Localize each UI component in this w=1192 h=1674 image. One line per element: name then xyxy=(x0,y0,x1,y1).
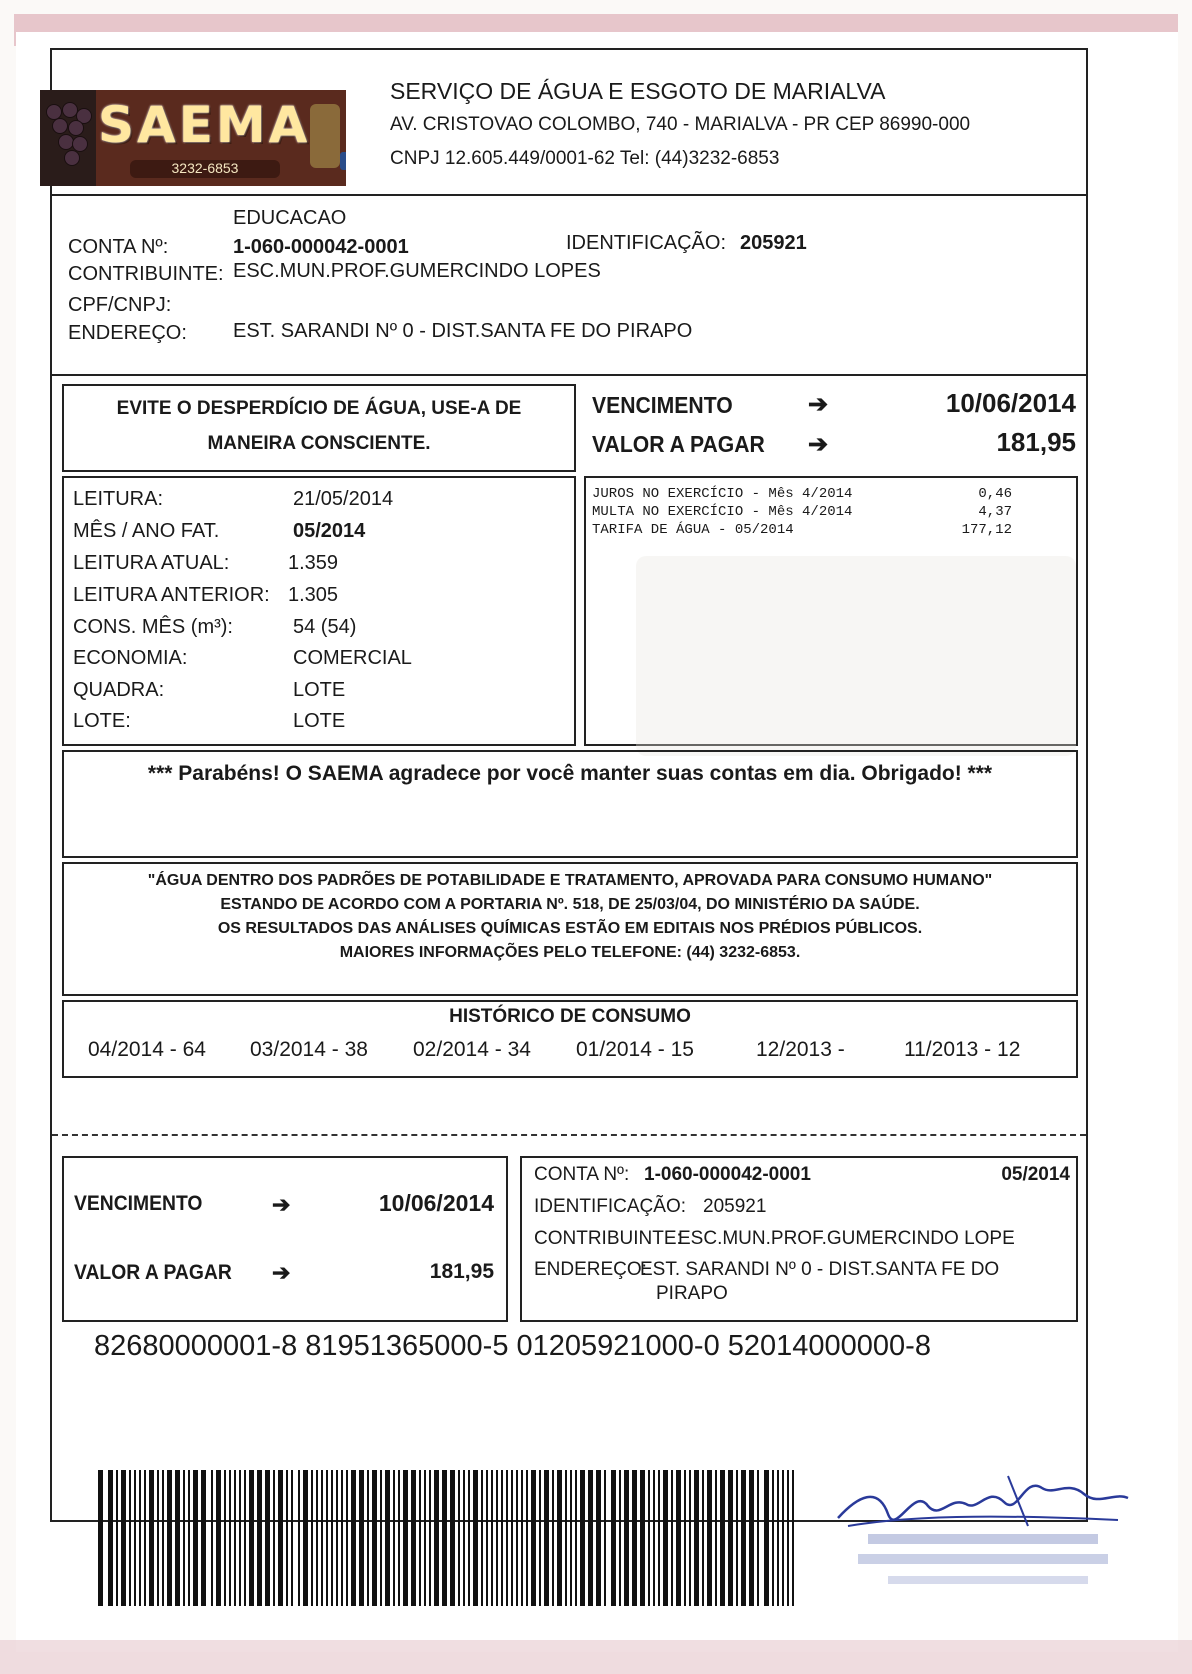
stub-payment-box xyxy=(62,1156,508,1322)
barcode-bar xyxy=(429,1470,431,1606)
barcode-bar xyxy=(398,1470,400,1606)
barcode-bar xyxy=(632,1470,637,1606)
identificacao-value: 205921 xyxy=(740,232,807,254)
barcode-bar xyxy=(239,1470,241,1606)
barcode-bar xyxy=(463,1470,465,1606)
stub-vencimento-arrow-icon: ➔ xyxy=(272,1192,291,1217)
barcode-bar xyxy=(326,1470,328,1606)
vencimento-label: VENCIMENTO xyxy=(592,392,733,418)
barcode-bar xyxy=(521,1470,523,1606)
history-item: 02/2014 - 34 xyxy=(413,1038,531,1061)
endereco-value: EST. SARANDI Nº 0 - DIST.SANTA FE DO PIRAPO xyxy=(233,320,693,342)
barcode-bar xyxy=(565,1470,567,1606)
barcode-bar xyxy=(244,1470,246,1606)
barcode-bar xyxy=(531,1470,536,1606)
stub-endereco-value-2: PIRAPO xyxy=(656,1283,728,1304)
header-divider xyxy=(50,194,1088,196)
barcode-bar xyxy=(596,1470,601,1606)
customer-divider xyxy=(50,374,1088,376)
barcode-bar xyxy=(224,1470,226,1606)
barcode-bar xyxy=(249,1470,254,1606)
barcode-bar xyxy=(193,1470,198,1606)
stamp-text-line-3 xyxy=(888,1576,1088,1584)
stub-contribuinte-value: ESC.MUN.PROF.GUMERCINDO LOPE xyxy=(678,1228,1015,1249)
quality-line: OS RESULTADOS DAS ANÁLISES QUÍMICAS ESTÃO EM EDITAIS NOS PRÉDIOS PÚBLICOS. xyxy=(217,920,923,937)
barcode-bar xyxy=(134,1470,136,1606)
stub-contribuinte-label: CONTRIBUINTE: xyxy=(534,1228,682,1249)
identificacao-label: IDENTIFICAÇÃO: xyxy=(566,232,727,254)
barcode-bar xyxy=(526,1470,528,1606)
reading-value: COMERCIAL xyxy=(293,647,412,669)
charge-desc: MULTA NO EXERCÍCIO - Mês 4/2014 xyxy=(592,504,853,520)
barcode-bar xyxy=(458,1470,460,1606)
reading-value: LOTE xyxy=(293,710,346,732)
barcode-bar xyxy=(139,1470,141,1606)
quality-line: MAIORES INFORMAÇÕES PELO TELEFONE: (44) 3232-6853. xyxy=(339,944,801,961)
watermark-image xyxy=(636,556,1076,756)
endereco-label: ENDEREÇO: xyxy=(68,322,187,344)
barcode-bar xyxy=(419,1470,421,1606)
reading-label: LEITURA: xyxy=(73,488,164,510)
barcode-bar xyxy=(575,1470,577,1606)
barcode-bar xyxy=(777,1470,779,1606)
barcode-bar xyxy=(544,1470,549,1606)
barcode-bar xyxy=(311,1470,313,1606)
barcode-bar xyxy=(351,1470,356,1606)
barcode-bar xyxy=(234,1470,236,1606)
org-address: AV. CRISTOVAO COLOMBO, 740 - MARIALVA - PR CEP 86990-000 xyxy=(390,114,971,135)
barcode-bar xyxy=(278,1470,283,1606)
barcode-bar xyxy=(764,1470,769,1606)
barcode-bar xyxy=(121,1470,126,1606)
grapes-icon xyxy=(40,90,96,186)
valor-arrow-icon: ➔ xyxy=(808,431,829,458)
barcode-bar xyxy=(98,1470,103,1606)
barcode-bar xyxy=(380,1470,382,1606)
barcode-bar xyxy=(570,1470,572,1606)
logo-phone: 3232-6853 xyxy=(130,160,280,178)
reading-label: CONS. MÊS (m³): xyxy=(73,616,233,638)
signature-stamp xyxy=(828,1456,1138,1606)
conta-value: 1-060-000042-0001 xyxy=(233,236,409,258)
thanks-message: *** Parabéns! O SAEMA agradece por você manter suas contas em dia. Obrigado! *** xyxy=(147,762,993,785)
barcode-bar xyxy=(702,1470,704,1606)
barcode-bar xyxy=(183,1470,185,1606)
barcode-bar xyxy=(491,1470,493,1606)
barcode-bar xyxy=(658,1470,660,1606)
reading-value: 54 (54) xyxy=(293,616,357,638)
stub-identificacao-label: IDENTIFICAÇÃO: xyxy=(534,1196,687,1217)
reading-label: ECONOMIA: xyxy=(73,647,188,669)
barcode-bar xyxy=(331,1470,333,1606)
reading-value: LOTE xyxy=(293,679,346,701)
stub-endereco-value: EST. SARANDI Nº 0 - DIST.SANTA FE DO xyxy=(640,1259,1000,1280)
history-title: HISTÓRICO DE CONSUMO xyxy=(449,1006,691,1027)
barcode-bar xyxy=(291,1470,293,1606)
barcode xyxy=(98,1470,798,1606)
barcode-bar xyxy=(211,1470,213,1606)
barcode-bar xyxy=(501,1470,503,1606)
barcode-bar xyxy=(341,1470,343,1606)
barcode-bar xyxy=(265,1470,270,1606)
barcode-bar xyxy=(624,1470,629,1606)
barcode-bar xyxy=(434,1470,439,1606)
charge-desc: TARIFA DE ÁGUA - 05/2014 xyxy=(592,522,794,538)
barcode-bar xyxy=(736,1470,738,1606)
barcode-bar xyxy=(162,1470,164,1606)
barcode-bar xyxy=(411,1470,416,1606)
barcode-bar xyxy=(403,1470,408,1606)
barcode-bar xyxy=(468,1470,470,1606)
charge-value: 177,12 xyxy=(961,522,1012,538)
notice-line-2: MANEIRA CONSCIENTE. xyxy=(207,433,431,454)
history-item: 04/2014 - 64 xyxy=(88,1038,206,1061)
quality-line: ESTANDO DE ACORDO COM A PORTARIA Nº. 518, DE 25/03/04, DO MINISTÉRIO DA SAÚDE. xyxy=(220,896,920,913)
stamp-text-line-1 xyxy=(868,1534,1098,1544)
barcode-bar xyxy=(720,1470,725,1606)
barcode-bar xyxy=(694,1470,699,1606)
vencimento-value: 10/06/2014 xyxy=(945,388,1076,418)
vencimento-arrow-icon: ➔ xyxy=(808,391,829,418)
barcode-bar xyxy=(516,1470,518,1606)
digitable-line: 82680000001-8 81951365000-5 01205921000-0 52014000000-8 xyxy=(94,1330,931,1362)
barcode-bar xyxy=(707,1470,712,1606)
faucet-icon xyxy=(310,104,340,168)
barcode-bar xyxy=(450,1470,455,1606)
barcode-bar xyxy=(741,1470,746,1606)
cpf-label: CPF/CNPJ: xyxy=(68,294,172,316)
barcode-bar xyxy=(604,1470,606,1606)
signature xyxy=(838,1486,1128,1520)
barcode-bar xyxy=(580,1470,585,1606)
barcode-bar xyxy=(201,1470,206,1606)
contribuinte-label: CONTRIBUINTE: xyxy=(68,263,224,285)
barcode-bar xyxy=(757,1470,759,1606)
barcode-bar xyxy=(298,1470,300,1606)
barcode-bar xyxy=(367,1470,369,1606)
barcode-bar xyxy=(175,1470,180,1606)
stamp-text-line-2 xyxy=(858,1554,1108,1564)
reading-box xyxy=(62,476,576,746)
barcode-bar xyxy=(216,1470,221,1606)
barcode-bar xyxy=(588,1470,593,1606)
barcode-bar xyxy=(188,1470,190,1606)
reading-label: MÊS / ANO FAT. xyxy=(73,520,220,542)
barcode-bar xyxy=(611,1470,616,1606)
barcode-bar xyxy=(144,1470,146,1606)
stub-vencimento-value: 10/06/2014 xyxy=(378,1190,494,1216)
barcode-bar xyxy=(116,1470,118,1606)
barcode-bar xyxy=(557,1470,562,1606)
reading-label: LEITURA ATUAL: xyxy=(73,552,230,574)
customer-category: EDUCACAO xyxy=(233,207,347,229)
barcode-bar xyxy=(684,1470,686,1606)
org-name: SERVIÇO DE ÁGUA E ESGOTO DE MARIALVA xyxy=(390,78,886,104)
stub-vencimento-label: VENCIMENTO xyxy=(74,1192,203,1215)
saema-logo: SAEMA 3232-6853 xyxy=(40,90,346,186)
barcode-bar xyxy=(273,1470,275,1606)
barcode-bar xyxy=(473,1470,478,1606)
history-item: 01/2014 - 15 xyxy=(576,1038,694,1061)
barcode-bar xyxy=(552,1470,554,1606)
barcode-bar xyxy=(792,1470,794,1606)
reading-label: QUADRA: xyxy=(73,679,165,701)
barcode-bar xyxy=(619,1470,621,1606)
stub-conta-label: CONTA Nº: xyxy=(534,1164,630,1185)
reading-value: 1.359 xyxy=(288,552,339,574)
barcode-bar xyxy=(511,1470,513,1606)
barcode-bar xyxy=(149,1470,154,1606)
barcode-bar xyxy=(653,1470,655,1606)
quality-line: "ÁGUA DENTRO DOS PADRÕES DE POTABILIDADE E TRATAMENTO, APROVADA PARA CONSUMO HUMANO" xyxy=(147,872,993,889)
barcode-bar xyxy=(129,1470,131,1606)
barcode-bar xyxy=(663,1470,668,1606)
barcode-bar xyxy=(359,1470,364,1606)
barcode-bar xyxy=(728,1470,733,1606)
barcode-bar xyxy=(372,1470,377,1606)
barcode-bar xyxy=(539,1470,541,1606)
barcode-bar xyxy=(321,1470,323,1606)
reading-value: 21/05/2014 xyxy=(293,488,394,510)
charge-desc: JUROS NO EXERCÍCIO - Mês 4/2014 xyxy=(592,486,853,502)
barcode-bar xyxy=(229,1470,231,1606)
history-item: 12/2013 - xyxy=(756,1038,845,1061)
history-item: 03/2014 - 38 xyxy=(250,1038,368,1061)
barcode-bar xyxy=(286,1470,288,1606)
org-cnpj-tel: CNPJ 12.605.449/0001-62 Tel: (44)3232-6853 xyxy=(390,148,780,169)
stub-valor-value: 181,95 xyxy=(429,1260,494,1283)
barcode-bar xyxy=(424,1470,426,1606)
notice-line-1: EVITE O DESPERDÍCIO DE ÁGUA, USE-A DE xyxy=(116,398,522,419)
barcode-bar xyxy=(486,1470,488,1606)
barcode-bar xyxy=(385,1470,390,1606)
barcode-bar xyxy=(772,1470,774,1606)
barcode-bar xyxy=(671,1470,673,1606)
cut-line xyxy=(52,1134,1086,1136)
barcode-bar xyxy=(506,1470,508,1606)
valor-value: 181,95 xyxy=(996,427,1076,457)
barcode-bar xyxy=(303,1470,308,1606)
barcode-bar xyxy=(749,1470,754,1606)
barcode-bar xyxy=(648,1470,650,1606)
barcode-bar xyxy=(336,1470,338,1606)
conta-label: CONTA Nº: xyxy=(68,236,169,258)
barcode-bar xyxy=(689,1470,691,1606)
barcode-bar xyxy=(715,1470,717,1606)
barcode-bar xyxy=(316,1470,318,1606)
barcode-bar xyxy=(481,1470,483,1606)
reading-value: 1.305 xyxy=(288,584,339,606)
barcode-bar xyxy=(257,1470,262,1606)
reading-label: LEITURA ANTERIOR: xyxy=(73,584,270,606)
scan-edge-bottom xyxy=(0,1640,1192,1674)
stub-conta-value: 1-060-000042-0001 xyxy=(644,1164,811,1185)
barcode-bar xyxy=(393,1470,395,1606)
stub-endereco-label: ENDEREÇO: xyxy=(534,1259,647,1280)
barcode-bar xyxy=(442,1470,447,1606)
barcode-bar xyxy=(787,1470,789,1606)
barcode-bar xyxy=(782,1470,784,1606)
barcode-bar xyxy=(640,1470,645,1606)
reading-value: 05/2014 xyxy=(293,520,366,542)
stub-mes: 05/2014 xyxy=(1001,1164,1070,1185)
stub-valor-arrow-icon: ➔ xyxy=(272,1260,291,1285)
charge-value: 0,46 xyxy=(978,486,1012,502)
barcode-bar xyxy=(108,1470,113,1606)
stub-valor-label: VALOR A PAGAR xyxy=(74,1261,232,1284)
stub-identificacao-value: 205921 xyxy=(703,1196,767,1217)
history-item: 11/2013 - 12 xyxy=(904,1038,1021,1061)
barcode-bar xyxy=(167,1470,172,1606)
crest-icon xyxy=(340,152,346,170)
contribuinte-value: ESC.MUN.PROF.GUMERCINDO LOPES xyxy=(233,260,601,282)
barcode-bar xyxy=(346,1470,348,1606)
barcode-bar xyxy=(496,1470,498,1606)
barcode-bar xyxy=(676,1470,681,1606)
charge-value: 4,37 xyxy=(978,504,1012,520)
valor-label: VALOR A PAGAR xyxy=(592,431,765,457)
barcode-bar xyxy=(157,1470,159,1606)
reading-label: LOTE: xyxy=(73,710,131,732)
